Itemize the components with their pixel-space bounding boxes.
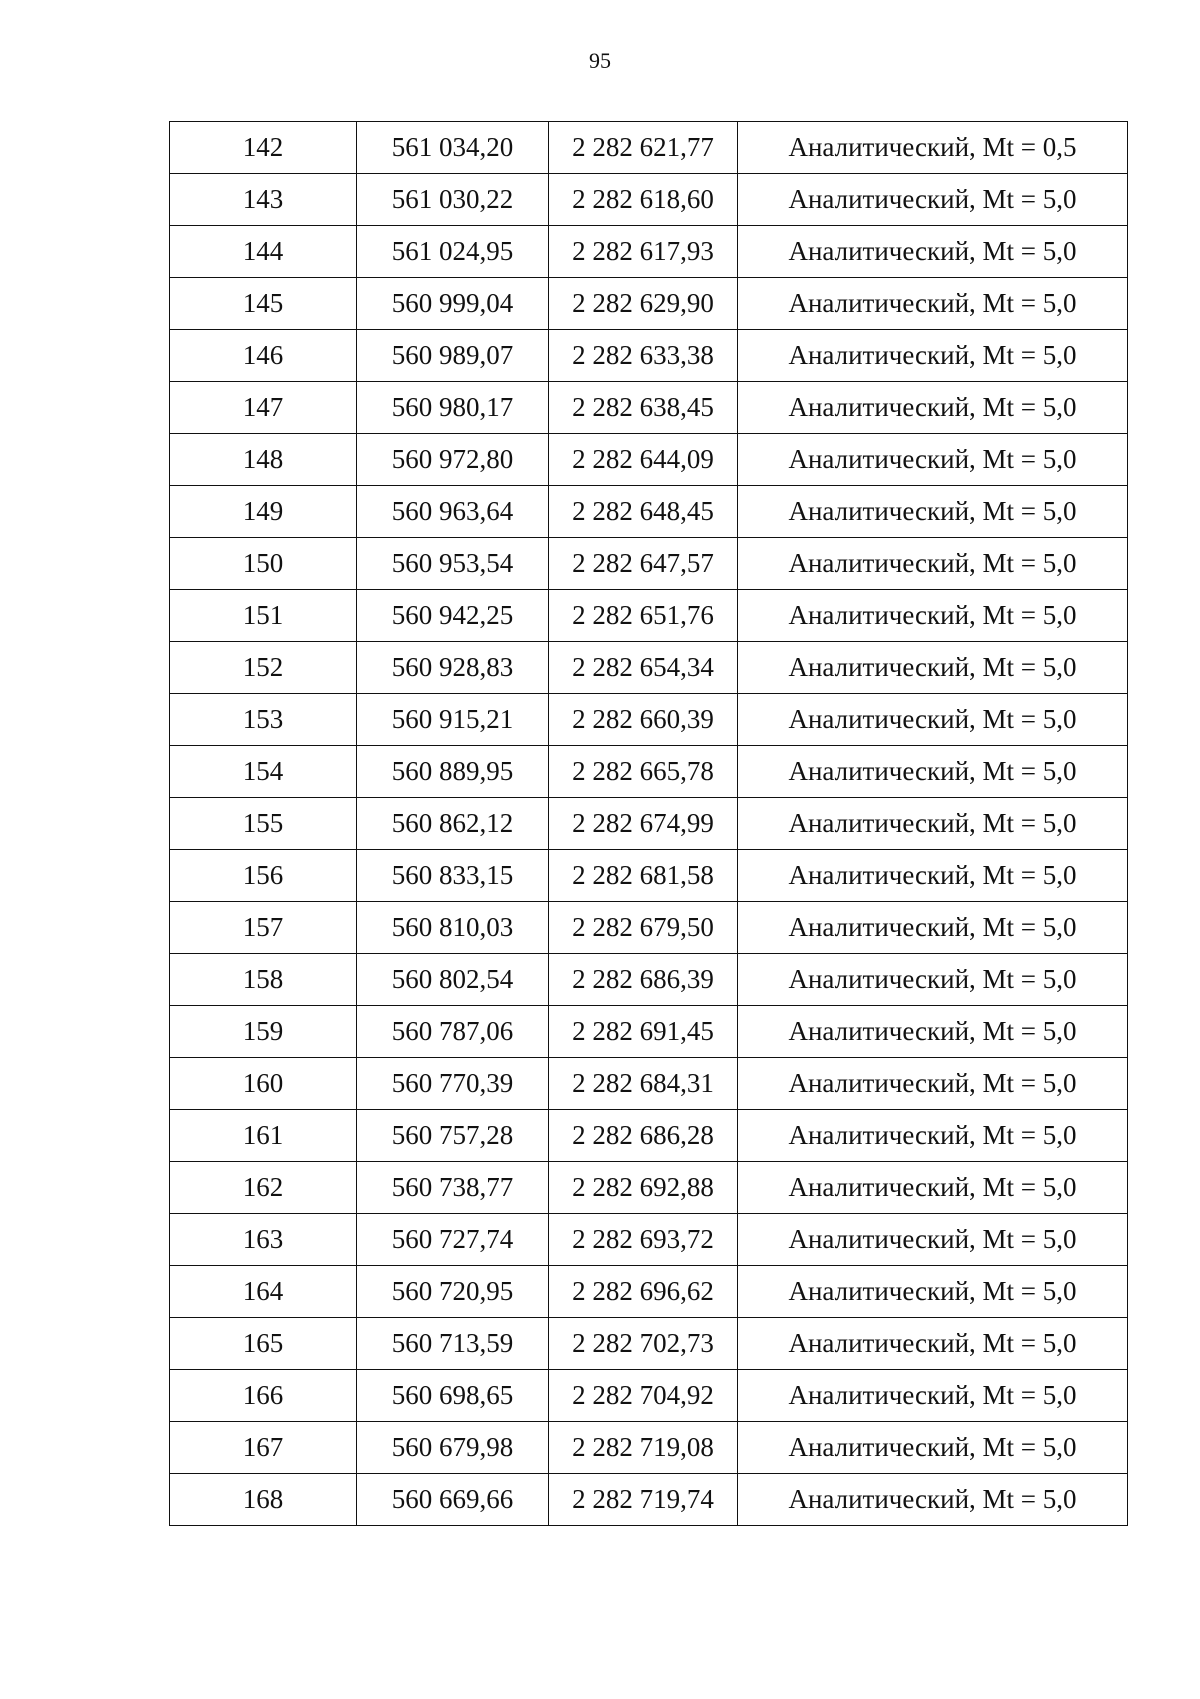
y-coordinate-cell: 2 282 691,45	[549, 1006, 738, 1058]
table-row	[170, 1214, 1128, 1266]
point-number-cell: 162	[170, 1162, 357, 1214]
x-coordinate-cell: 560 989,07	[357, 330, 549, 382]
x-coordinate-cell: 560 810,03	[357, 902, 549, 954]
method-cell: Аналитический, Mt = 5,0	[738, 538, 1128, 590]
table-row	[170, 746, 1128, 798]
method-cell: Аналитический, Mt = 5,0	[738, 1058, 1128, 1110]
x-coordinate-cell: 560 679,98	[357, 1422, 549, 1474]
point-number-cell: 152	[170, 642, 357, 694]
point-number-cell: 154	[170, 746, 357, 798]
x-coordinate-cell: 560 928,83	[357, 642, 549, 694]
y-coordinate-cell: 2 282 684,31	[549, 1058, 738, 1110]
method-cell: Аналитический, Mt = 5,0	[738, 174, 1128, 226]
point-number-cell: 156	[170, 850, 357, 902]
point-number-cell: 168	[170, 1474, 357, 1526]
x-coordinate-cell: 560 963,64	[357, 486, 549, 538]
point-number-cell: 153	[170, 694, 357, 746]
x-coordinate-cell: 560 862,12	[357, 798, 549, 850]
point-number-cell: 142	[170, 122, 357, 174]
y-coordinate-cell: 2 282 618,60	[549, 174, 738, 226]
y-coordinate-cell: 2 282 719,74	[549, 1474, 738, 1526]
method-cell: Аналитический, Mt = 5,0	[738, 330, 1128, 382]
x-coordinate-cell: 560 713,59	[357, 1318, 549, 1370]
x-coordinate-cell: 560 980,17	[357, 382, 549, 434]
method-cell: Аналитический, Mt = 5,0	[738, 382, 1128, 434]
point-number-cell: 150	[170, 538, 357, 590]
y-coordinate-cell: 2 282 629,90	[549, 278, 738, 330]
point-number-cell: 148	[170, 434, 357, 486]
x-coordinate-cell: 560 738,77	[357, 1162, 549, 1214]
x-coordinate-cell: 560 915,21	[357, 694, 549, 746]
y-coordinate-cell: 2 282 638,45	[549, 382, 738, 434]
x-coordinate-cell: 561 024,95	[357, 226, 549, 278]
x-coordinate-cell: 561 034,20	[357, 122, 549, 174]
table-row	[170, 1422, 1128, 1474]
x-coordinate-cell: 560 942,25	[357, 590, 549, 642]
x-coordinate-cell: 560 889,95	[357, 746, 549, 798]
point-number-cell: 155	[170, 798, 357, 850]
coordinates-table	[169, 121, 1128, 1526]
y-coordinate-cell: 2 282 696,62	[549, 1266, 738, 1318]
method-cell: Аналитический, Mt = 5,0	[738, 278, 1128, 330]
table-row	[170, 1162, 1128, 1214]
table-row	[170, 694, 1128, 746]
method-cell: Аналитический, Mt = 5,0	[738, 434, 1128, 486]
method-cell: Аналитический, Mt = 5,0	[738, 1370, 1128, 1422]
y-coordinate-cell: 2 282 719,08	[549, 1422, 738, 1474]
y-coordinate-cell: 2 282 692,88	[549, 1162, 738, 1214]
method-cell: Аналитический, Mt = 5,0	[738, 590, 1128, 642]
x-coordinate-cell: 560 770,39	[357, 1058, 549, 1110]
table-row	[170, 538, 1128, 590]
y-coordinate-cell: 2 282 665,78	[549, 746, 738, 798]
table-row	[170, 330, 1128, 382]
y-coordinate-cell: 2 282 651,76	[549, 590, 738, 642]
table-row	[170, 642, 1128, 694]
table-row	[170, 1370, 1128, 1422]
point-number-cell: 159	[170, 1006, 357, 1058]
method-cell: Аналитический, Mt = 5,0	[738, 226, 1128, 278]
method-cell: Аналитический, Mt = 5,0	[738, 1214, 1128, 1266]
point-number-cell: 149	[170, 486, 357, 538]
table-row	[170, 1266, 1128, 1318]
table-row	[170, 434, 1128, 486]
method-cell: Аналитический, Mt = 5,0	[738, 1110, 1128, 1162]
method-cell: Аналитический, Mt = 5,0	[738, 902, 1128, 954]
y-coordinate-cell: 2 282 644,09	[549, 434, 738, 486]
point-number-cell: 160	[170, 1058, 357, 1110]
y-coordinate-cell: 2 282 674,99	[549, 798, 738, 850]
point-number-cell: 158	[170, 954, 357, 1006]
point-number-cell: 157	[170, 902, 357, 954]
point-number-cell: 161	[170, 1110, 357, 1162]
method-cell: Аналитический, Mt = 5,0	[738, 642, 1128, 694]
point-number-cell: 163	[170, 1214, 357, 1266]
x-coordinate-cell: 560 787,06	[357, 1006, 549, 1058]
table-row	[170, 954, 1128, 1006]
point-number-cell: 145	[170, 278, 357, 330]
y-coordinate-cell: 2 282 681,58	[549, 850, 738, 902]
point-number-cell: 146	[170, 330, 357, 382]
table-row	[170, 278, 1128, 330]
table-row	[170, 1006, 1128, 1058]
table-row	[170, 1318, 1128, 1370]
x-coordinate-cell: 560 698,65	[357, 1370, 549, 1422]
table-row	[170, 1110, 1128, 1162]
point-number-cell: 144	[170, 226, 357, 278]
point-number-cell: 143	[170, 174, 357, 226]
y-coordinate-cell: 2 282 654,34	[549, 642, 738, 694]
page-number: 95	[589, 48, 611, 73]
table-row	[170, 486, 1128, 538]
table-row	[170, 174, 1128, 226]
method-cell: Аналитический, Mt = 5,0	[738, 746, 1128, 798]
point-number-cell: 147	[170, 382, 357, 434]
y-coordinate-cell: 2 282 660,39	[549, 694, 738, 746]
x-coordinate-cell: 560 999,04	[357, 278, 549, 330]
point-number-cell: 164	[170, 1266, 357, 1318]
method-cell: Аналитический, Mt = 5,0	[738, 954, 1128, 1006]
method-cell: Аналитический, Mt = 5,0	[738, 798, 1128, 850]
table-row	[170, 1474, 1128, 1526]
method-cell: Аналитический, Mt = 0,5	[738, 122, 1128, 174]
y-coordinate-cell: 2 282 704,92	[549, 1370, 738, 1422]
table-row	[170, 226, 1128, 278]
point-number-cell: 165	[170, 1318, 357, 1370]
method-cell: Аналитический, Mt = 5,0	[738, 850, 1128, 902]
table-row	[170, 590, 1128, 642]
method-cell: Аналитический, Mt = 5,0	[738, 1006, 1128, 1058]
y-coordinate-cell: 2 282 633,38	[549, 330, 738, 382]
y-coordinate-cell: 2 282 617,93	[549, 226, 738, 278]
method-cell: Аналитический, Mt = 5,0	[738, 1162, 1128, 1214]
x-coordinate-cell: 560 972,80	[357, 434, 549, 486]
x-coordinate-cell: 561 030,22	[357, 174, 549, 226]
y-coordinate-cell: 2 282 621,77	[549, 122, 738, 174]
y-coordinate-cell: 2 282 686,39	[549, 954, 738, 1006]
table-row	[170, 1058, 1128, 1110]
table-row	[170, 798, 1128, 850]
x-coordinate-cell: 560 720,95	[357, 1266, 549, 1318]
y-coordinate-cell: 2 282 679,50	[549, 902, 738, 954]
point-number-cell: 167	[170, 1422, 357, 1474]
point-number-cell: 151	[170, 590, 357, 642]
y-coordinate-cell: 2 282 648,45	[549, 486, 738, 538]
table-row	[170, 850, 1128, 902]
table-row	[170, 122, 1128, 174]
method-cell: Аналитический, Mt = 5,0	[738, 694, 1128, 746]
x-coordinate-cell: 560 727,74	[357, 1214, 549, 1266]
y-coordinate-cell: 2 282 647,57	[549, 538, 738, 590]
table-body	[170, 122, 1128, 1526]
method-cell: Аналитический, Mt = 5,0	[738, 1422, 1128, 1474]
table-row	[170, 902, 1128, 954]
method-cell: Аналитический, Mt = 5,0	[738, 1266, 1128, 1318]
method-cell: Аналитический, Mt = 5,0	[738, 486, 1128, 538]
method-cell: Аналитический, Mt = 5,0	[738, 1474, 1128, 1526]
point-number-cell: 166	[170, 1370, 357, 1422]
x-coordinate-cell: 560 833,15	[357, 850, 549, 902]
method-cell: Аналитический, Mt = 5,0	[738, 1318, 1128, 1370]
x-coordinate-cell: 560 802,54	[357, 954, 549, 1006]
x-coordinate-cell: 560 953,54	[357, 538, 549, 590]
x-coordinate-cell: 560 669,66	[357, 1474, 549, 1526]
table-row	[170, 382, 1128, 434]
y-coordinate-cell: 2 282 693,72	[549, 1214, 738, 1266]
y-coordinate-cell: 2 282 686,28	[549, 1110, 738, 1162]
x-coordinate-cell: 560 757,28	[357, 1110, 549, 1162]
y-coordinate-cell: 2 282 702,73	[549, 1318, 738, 1370]
